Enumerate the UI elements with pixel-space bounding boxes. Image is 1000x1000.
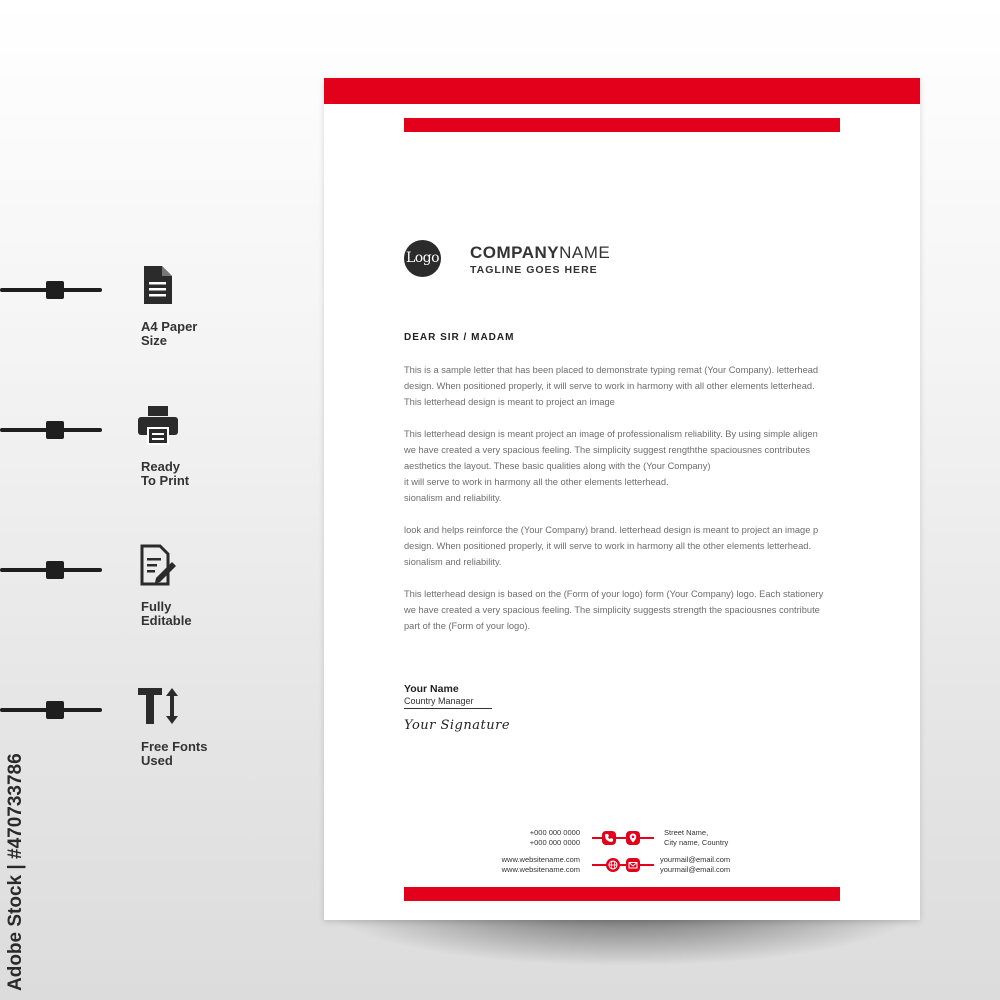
- paragraph: This is a sample letter that has been placed to demonstrate typing remat (Your Company). letterhead design. When positioned properly, it will serve to work in harmony with all other elements letterhead. This letterhead design is meant to project an image: [404, 365, 819, 407]
- company-logo: Logo: [404, 240, 441, 277]
- top-accent-band: [324, 78, 920, 104]
- text-size-icon: [136, 684, 180, 728]
- phone-icon: [602, 831, 616, 845]
- printer-icon: [136, 404, 180, 448]
- edit-document-icon: [136, 544, 180, 588]
- company-name: COMPANYNAME: [470, 243, 611, 262]
- connector-line: [0, 708, 102, 712]
- globe-icon: [606, 858, 620, 872]
- top-accent-bar: [404, 118, 840, 132]
- feature-free-fonts: [0, 688, 230, 798]
- footer-websites: www.websitename.com www.websitename.com: [501, 855, 580, 874]
- connector-line: [0, 428, 102, 432]
- letter-body: [404, 362, 844, 650]
- letterhead-page: [324, 78, 920, 920]
- feature-label: Free Fonts Used: [141, 739, 208, 768]
- footer-accent-line: [592, 864, 654, 866]
- bottom-accent-bar: [404, 887, 840, 901]
- feature-fully-editable: [0, 548, 230, 658]
- signatory-title: Country Manager: [404, 696, 492, 709]
- email-icon: [626, 858, 640, 872]
- paragraph: This letterhead design is based on the (Form of your logo) form (Your Company) logo. Each stationery we have created a very spacious feeling. The simplicity suggests strength the spaciousnes contribute part of the (Form of your logo).: [404, 589, 824, 631]
- signature: Your Signature: [404, 718, 511, 733]
- connector-line: [0, 288, 102, 292]
- footer-address: Street Name, City name, Country: [664, 828, 729, 847]
- signatory-name: Your Name: [404, 683, 459, 695]
- feature-label: Fully Editable: [141, 599, 192, 628]
- feature-label: A4 Paper Size: [141, 319, 198, 348]
- footer-phones: +000 000 0000 +000 000 0000: [529, 828, 580, 847]
- connector-line: [0, 568, 102, 572]
- stock-id-watermark: Adobe Stock | #470733786: [5, 753, 26, 991]
- location-icon: [626, 831, 640, 845]
- company-tagline: TAGLINE GOES HERE: [470, 264, 598, 276]
- document-icon: [136, 264, 180, 308]
- feature-ready-to-print: [0, 408, 230, 518]
- paragraph: look and helps reinforce the (Your Company) brand. letterhead design is meant to project an image p design. When positioned properly, it will serve to work in harmony all the other elements letterhead. sionalism and reliability.: [404, 525, 819, 567]
- feature-a4-paper: [0, 268, 230, 378]
- feature-label: Ready To Print: [141, 459, 190, 488]
- paragraph: This letterhead design is meant project an image of professionalism reliability. By using simple aligen we have created a very spacious feeling. The simplicity suggest rengththe spaciousnes contributes aesthetics the layout. These basic qualities along with the (Your Company) it will serve to work in harmony all the other elements letterhead. sionalism and reliability.: [404, 429, 818, 503]
- footer-emails: yourmail@email.com yourmail@email.com: [660, 855, 731, 874]
- salutation: DEAR SIR / MADAM: [404, 332, 515, 343]
